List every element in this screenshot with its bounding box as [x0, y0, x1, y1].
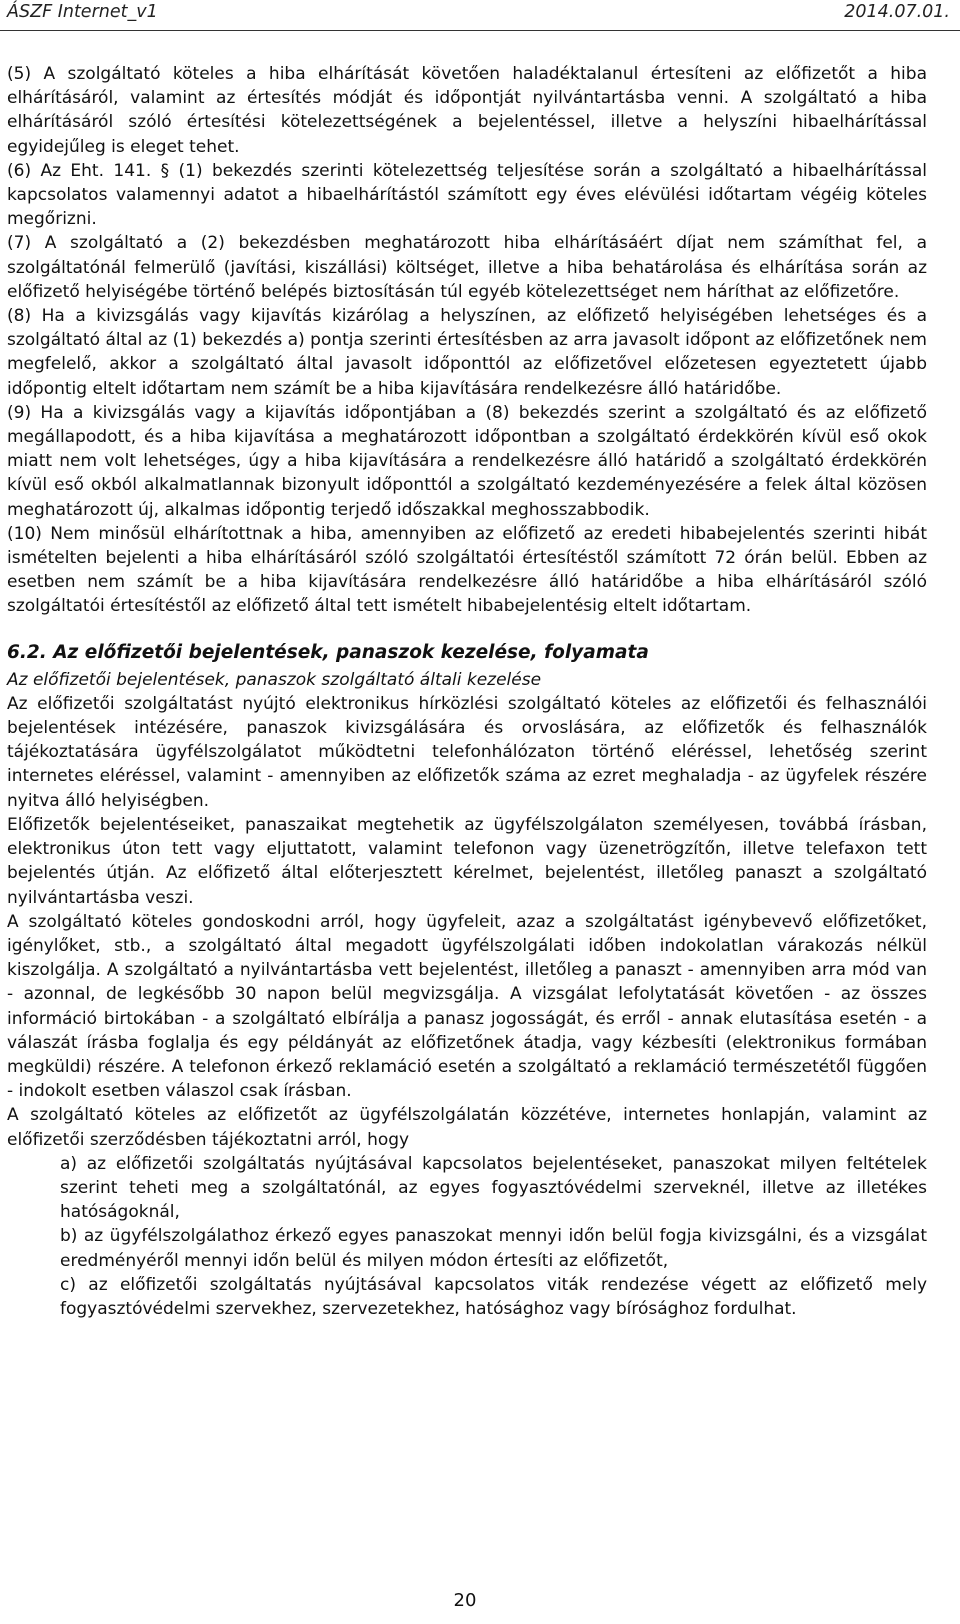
- section-heading: 6.2. Az előfizetői bejelentések, panaszok kezelése, folyamata: [7, 641, 649, 663]
- body-paragraph: A szolgáltató köteles gondoskodni arról, hogy ügyfeleit, azaz a szolgáltatást igénybevevő előfizetőket, igénylőket, stb., a szolgáltató által megadott ügyfélszolgálati időben indokolatlan várakozás nélkül kiszolgálja. A szolgáltató a nyilvántartásba vett bejelentést, illetőleg a panaszt - amennyiben arra mód van - azonnal, de legkésőbb 30 napon belül megvizsgálja. A vizsgálat lefolytatását követően - az összes információ birtokában - a szolgáltató elbírálja a panasz jogosságát, és erről - annak elutasítása esetén - a válaszát írásba foglalja és egy példányát az előfizetőnek átadja, vagy kézbesíti (elektronikus formában megküldi) részére. A telefonon érkező reklamáció esetén a szolgáltató a reklamáció természetétől függően - indokolt esetben válaszol csak írásban.: [7, 911, 927, 1102]
- paragraph-10: (10) Nem minősül elhárítottnak a hiba, amennyiben az előfizető az eredeti hibabejelentés szerinti hibát ismételten bejelenti a hiba elhárításáról szóló szolgáltatói értesítéstől számított 72 órán belül. Ebben az esetben nem számít be a hiba kijavítására rendelkezésre álló határidőbe a hiba elhárításáról szóló szolgáltatói értesítéstől az előfizető által tett ismételt hibabejelentésig eltelt időtartam.: [7, 523, 927, 617]
- paragraph-8: (8) Ha a kivizsgálás vagy kijavítás kizárólag a helyszínen, az előfizető helyiségében lehetséges és a szolgáltató által az (1) bekezdés a) pontja szerinti értesítésben az arra javasolt időpont az előfizetőnek nem megfelelő, akkor a szolgáltató által javasolt időponttól az előfizetővel előzetesen egyeztetett újabb időpontig eltelt időtartam nem számít be a hiba kijavítására rendelkezésre álló határidőbe.: [7, 306, 927, 399]
- body-paragraph: Az előfizetői szolgáltatást nyújtó elektronikus hírközlési szolgáltató köteles az előfizetői és felhasználói bejelentések intézésére, panaszok kivizsgálására és orvoslására, az előfizetők és felhasználók tájékoztatására ügyfélszolgálatot működtetni telefonhálózaton történő eléréssel, lehetőség szerint internetes eléréssel, valamint - amennyiben az előfizetők száma az ezret meghaladja - az ügyfelek részére nyitva álló helyiségben.: [7, 693, 927, 811]
- body-paragraph: A szolgáltató köteles az előfizetőt az ügyfélszolgálatán közzétéve, internetes honlapján, valamint az előfizetői szerződésben tájékoztatni arról, hogy: [7, 1105, 927, 1150]
- page-number: 20: [453, 1590, 477, 1611]
- document-body: [7, 62, 927, 1321]
- paragraph-9: (9) Ha a kivizsgálás vagy a kijavítás időpontjában a (8) bekezdés szerint a szolgáltató és az előfizető megállapodott, és a hiba kijavítása a meghatározott időpontban a szolgáltató érdekkörén kívül eső okok miatt nem volt lehetséges, úgy a hiba kijavítására a rendelkezésre álló határidő a szolgáltató érdekkörén kívül eső okból alkalmatlannak bizonyult időponttól a szolgáltató kezdeményezésére a felek által közösen meghatározott új, alkalmas időpontig terjedő időszakkal meghosszabbodik.: [7, 402, 927, 520]
- list-item: a) az előfizetői szolgáltatás nyújtásával kapcsolatos bejelentéseket, panaszokat milyen feltételek szerint teheti meg a szolgáltatónál, az egyes fogyasztóvédelmi szerveknél, illetve az illetékes hatóságoknál,: [60, 1153, 927, 1223]
- list-item: b) az ügyfélszolgálathoz érkező egyes panaszokat mennyi időn belül fogja kivizsgálni, és a vizsgálat eredményéről mennyi időn belül és milyen módon értesíti az előfizetőt,: [60, 1226, 927, 1271]
- document-title: ÁSZF Internet_v1: [7, 2, 158, 22]
- document-date: 2014.07.01.: [844, 2, 950, 22]
- paragraph-7: (7) A szolgáltató a (2) bekezdésben meghatározott hiba elhárításáért díjat nem számíthat fel, a szolgáltatónál felmerülő (javítási, kiszállási) költséget, illetve a hiba behatárolása és elhárítása során az előfizető helyiségébe történő belépés biztosításán túl egyéb kötelezettséget nem háríthat az előfizetőre.: [7, 233, 927, 302]
- section-subheading: Az előfizetői bejelentések, panaszok szolgáltató általi kezelése: [7, 669, 542, 690]
- paragraph-5: (5) A szolgáltató köteles a hiba elhárítását követően haladéktalanul értesíteni az előfizetőt a hiba elhárításáról, valamint az értesítés módját és időpontját nyilvántartásba venni. A szolgáltató a hiba elhárításáról szóló értesítési kötelezettségének a bejelentéssel, illetve a helyszíni hibaelhárítással egyidejűleg is eleget tehet.: [7, 64, 927, 157]
- page-header: [0, 0, 960, 31]
- info-list: [7, 1152, 927, 1321]
- body-paragraph: Előfizetők bejelentéseiket, panaszaikat megtehetik az ügyfélszolgálaton személyesen, továbbá írásban, elektronikus úton tett vagy eljuttatott, valamint telefonon vagy üzenetrögzítőn, illetve telefaxon tett bejelentés útján. Az előfizető által előterjesztett kérelmet, bejelentést, illetőleg panaszt a szolgáltató nyilvántartásba veszi.: [7, 814, 927, 908]
- list-item: c) az előfizetői szolgáltatás nyújtásával kapcsolatos viták rendezése végett az előfizető mely fogyasztóvédelmi szervekhez, szervezetekhez, hatósághoz vagy bírósághoz fordulhat.: [60, 1274, 927, 1319]
- paragraph-6: (6) Az Eht. 141. § (1) bekezdés szerinti kötelezettség teljesítése során a szolgáltató a hibaelhárítással kapcsolatos valamennyi adatot a hibaelhárítástól számított egy éves elévülési időtartam végéig köteles megőrizni.: [7, 160, 927, 230]
